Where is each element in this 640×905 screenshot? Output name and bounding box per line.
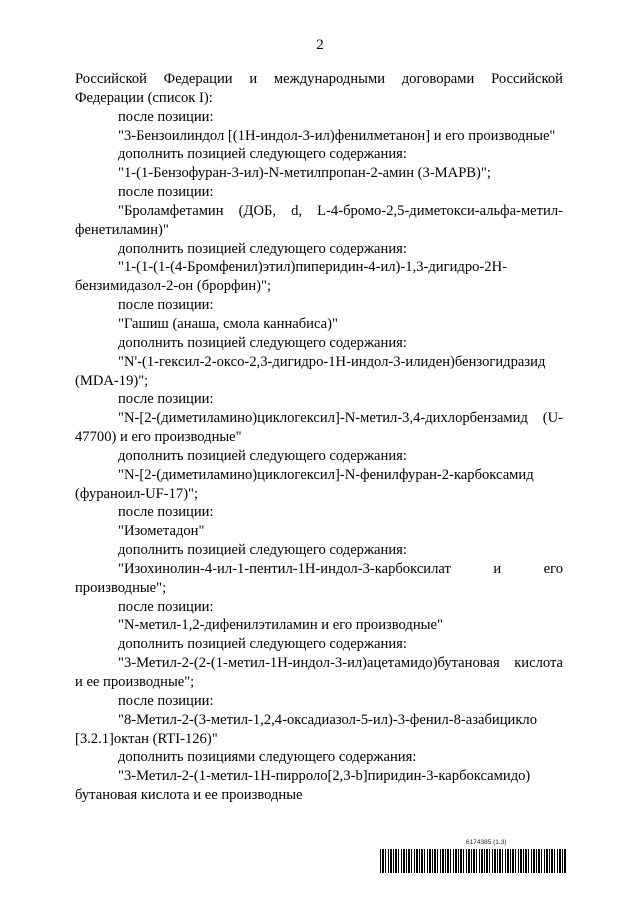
paragraph: дополнить позицией следующего содержания: [118, 334, 407, 351]
paragraph: "N-метил-1,2-дифенилэтиламин и его производные" [118, 617, 443, 634]
paragraph: "1-(1-(1-(4-Бромфенил)этил)пиперидин-4-ил)-1,3-дигидро-2Н-бензимидазол-2-он (брорфин)"; [75, 259, 507, 295]
paragraph: дополнить позицией следующего содержания: [118, 636, 407, 653]
paragraph: дополнить позицией следующего содержания: [118, 542, 407, 559]
paragraph: после позиции: [118, 297, 214, 314]
paragraph: дополнить позицией следующего содержания: [118, 146, 407, 163]
paragraph: "8-Метил-2-(3-метил-1,2,4-оксадиазол-5-ил)-3-фенил-8-азабицикло [3.2.1]октан (RTI-126)" [75, 711, 537, 747]
paragraph: "3-Метил-2-(1-метил-1Н-пирроло[2,3-b]пиридин-3-карбоксамидо) бутановая кислота и ее производные [75, 768, 531, 804]
paragraph: после позиции: [118, 391, 214, 408]
barcode [380, 849, 567, 873]
paragraph: дополнить позицией следующего содержания: [118, 240, 407, 257]
paragraph: после позиции: [118, 598, 214, 615]
paragraph: после позиции: [118, 108, 214, 125]
paragraph: "N-[2-(диметиламино)циклогексил]-N-метил-3,4-дихлорбензамид (U-47700) и его производные" [75, 410, 563, 446]
paragraph: "3-Метил-2-(2-(1-метил-1Н-индол-3-ил)ацетамидо)бутановая кислота и ее производные"; [75, 655, 563, 690]
paragraph: "Изохинолин-4-ил-1-пентил-1Н-индол-3-карбоксилат и его производные"; [75, 560, 563, 596]
paragraph: Российской Федерации и международными договорами Российской Федерации (список I): [75, 71, 563, 106]
paragraph: дополнить позициями следующего содержания: [118, 749, 417, 766]
document-body [75, 70, 563, 805]
paragraph: "Изометадон" [118, 523, 205, 540]
paragraph: после позиции: [118, 504, 214, 521]
paragraph: "Броламфетамин (ДОБ, d, L-4-бромо-2,5-диметокси-альфа-метил-фенетиламин)" [75, 202, 563, 238]
paragraph: после позиции: [118, 184, 214, 201]
paragraph: дополнить позицией следующего содержания: [118, 447, 407, 464]
paragraph: "N-[2-(диметиламино)циклогексил]-N-фенилфуран-2-карбоксамид (фураноил-UF-17)"; [75, 466, 534, 502]
paragraph: "N'-(1-гексил-2-оксо-2,3-дигидро-1Н-индол-3-илиден)бензогидразид (MDA-19)"; [75, 353, 546, 389]
barcode-caption: 6174385 (1.3) [466, 839, 507, 846]
paragraph: после позиции: [118, 692, 214, 709]
page-number: 2 [316, 37, 324, 53]
paragraph: "Гашиш (анаша, смола каннабиса)" [118, 315, 338, 332]
paragraph: "3-Бензоилиндол [(1Н-индол-3-ил)фенилметанон] и его производные" [118, 127, 556, 144]
paragraph: "1-(1-Бензофуран-3-ил)-N-метилпропан-2-амин (3-МАРВ)"; [118, 165, 491, 182]
